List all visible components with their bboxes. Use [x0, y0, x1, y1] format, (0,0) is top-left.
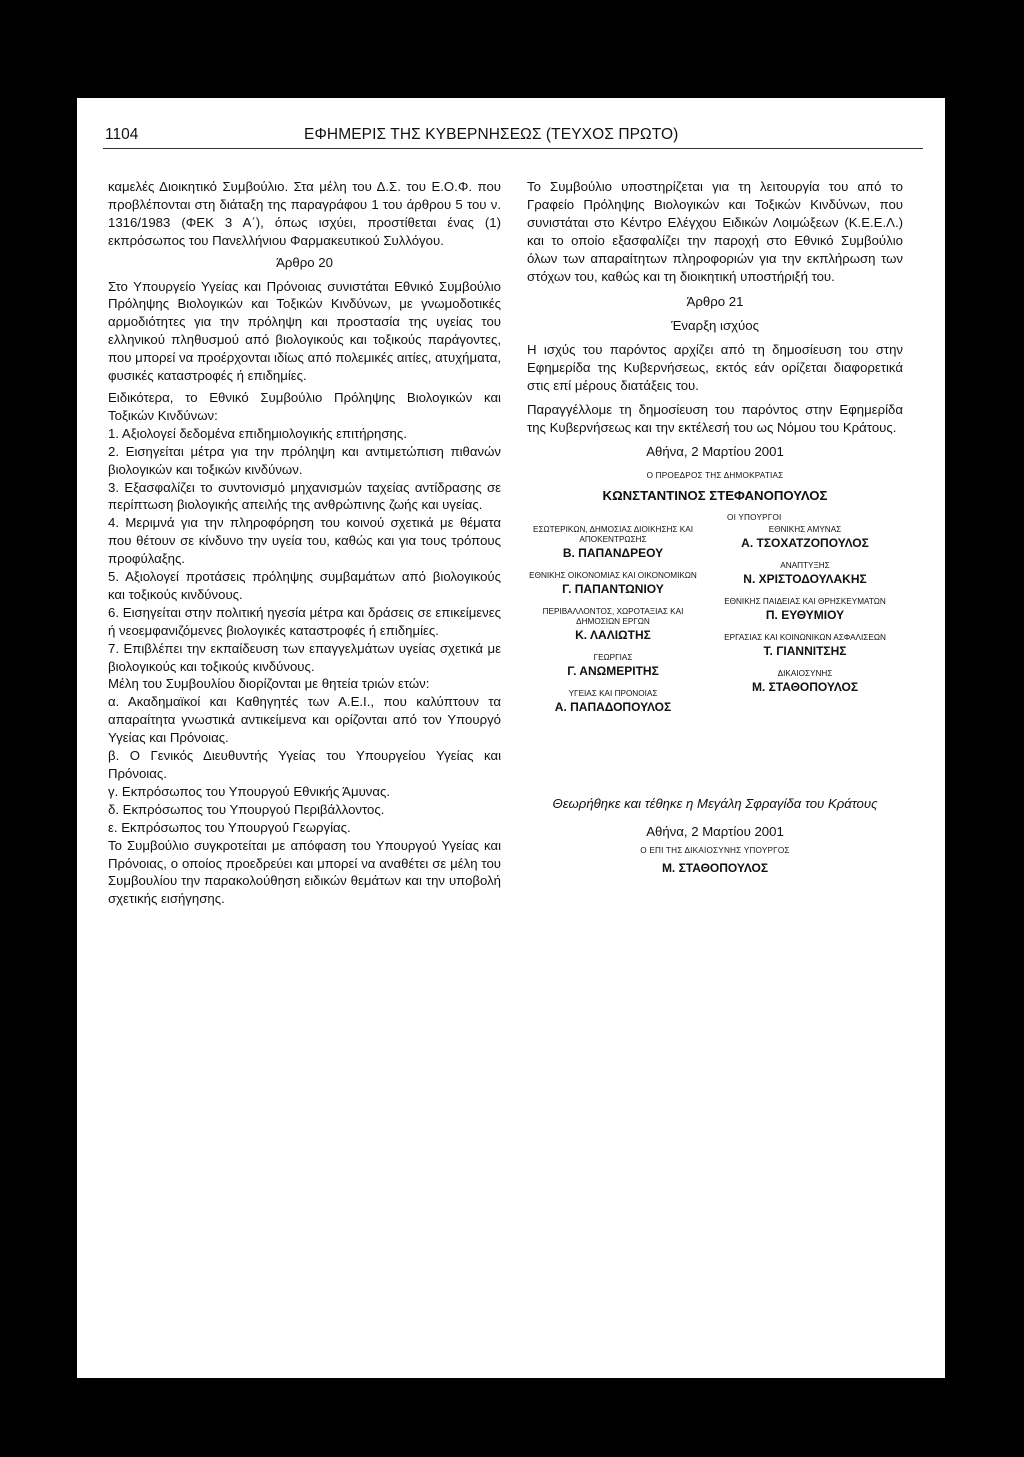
article-21-title: Άρθρο 21 — [686, 294, 744, 310]
minister-signature — [527, 653, 699, 679]
minister-signature — [527, 607, 699, 643]
minister-title: ΠΕΡΙΒΑΛΛΟΝΤΟΣ, ΧΩΡΟΤΑΞΙΑΣ ΚΑΙ ΔΗΜΟΣΙΩΝ ΕΡΓΩΝ — [542, 606, 684, 626]
minister-name: Κ. ΛΑΛΙΩΤΗΣ — [575, 627, 651, 642]
minister-title: ΓΕΩΡΓΙΑΣ — [593, 652, 633, 662]
member-g: γ. Εκπρόσωπος του Υπουργού Εθνικής Άμυνας. — [108, 783, 391, 799]
minister-name: Ν. ΧΡΙΣΤΟΔΟΥΛΑΚΗΣ — [743, 571, 867, 586]
minister-title: ΥΓΕΙΑΣ ΚΑΙ ΠΡΟΝΟΙΑΣ — [568, 688, 658, 698]
intro-paragraph: καμελές Διοικητικό Συμβούλιο. Στα μέλη του Δ.Σ. του Ε.Ο.Φ. που προβλέπονται στη διάταξη της παραγράφου 1 του άρθρου 5 του ν. 1316/1983 (ΦΕΚ 3 Α΄), όπως ισχύει, προστίθεται ένας (1) εκπρόσωπος του Πανελλήνιου Φαρμακευτικού Συλλόγου. — [108, 179, 501, 248]
minister-signature — [527, 689, 699, 715]
support-paragraph: Το Συμβούλιο υποστηρίζεται για τη λειτουργία του από το Γραφείο Πρόληψης Βιολογικών και Τοξικών Κινδύνων, που συνιστάται στο Κέντρο Ελέγχου Ειδικών Λοιμώξεων (Κ.Ε.Ε.Λ.) και το οποίο εξασφαλίζει την παροχή στο Εθνικό Συμβούλιο όλων των απαραίτητων πληροφοριών για την εκπλήρωση των στόχων του, καθώς και τη διοικητική υποστήριξή του. — [527, 179, 903, 284]
list-item-1: 1. Αξιολογεί δεδομένα επιδημιολογικής επιτήρησης. — [108, 425, 407, 441]
justice-minister-title: Ο ΕΠΙ ΤΗΣ ΔΙΚΑΙΟΣΥΝΗΣ ΥΠΟΥΡΓΟΣ — [640, 846, 790, 856]
minister-name: Τ. ΓΙΑΝΝΙΤΣΗΣ — [763, 643, 847, 658]
minister-name: Α. ΤΣΟΧΑΤΖΟΠΟΥΛΟΣ — [741, 535, 869, 550]
minister-title: ΕΣΩΤΕΡΙΚΩΝ, ΔΗΜΟΣΙΑΣ ΔΙΟΙΚΗΣΗΣ ΚΑΙ ΑΠΟΚΕΝΤΡΩΣΗΣ — [533, 524, 693, 544]
minister-title: ΕΡΓΑΣΙΑΣ ΚΑΙ ΚΟΙΝΩΝΙΚΩΝ ΑΣΦΑΛΙΣΕΩΝ — [724, 632, 886, 642]
member-d: δ. Εκπρόσωπος του Υπουργού Περιβάλλοντος. — [108, 801, 385, 817]
minister-signature — [707, 633, 903, 659]
members-intro: Μέλη του Συμβουλίου διορίζονται με θητεία τριών ετών: — [108, 676, 430, 692]
minister-signature — [707, 669, 903, 695]
minister-signature — [707, 561, 903, 587]
president-title: Ο ΠΡΟΕΔΡΟΣ ΤΗΣ ΔΗΜΟΚΡΑΤΙΑΣ — [646, 470, 784, 480]
member-e: ε. Εκπρόσωπος του Υπουργού Γεωργίας. — [108, 819, 351, 835]
list-item-7: 7. Επιβλέπει την εκπαίδευση των επαγγελμάτων υγείας σχετικά με βιολογικούς και τοξικούς κινδύνους. — [108, 640, 501, 674]
minister-signature — [527, 571, 699, 597]
seal-statement: Θεωρήθηκε και τέθηκε η Μεγάλη Σφραγίδα του Κράτους — [552, 795, 878, 811]
article-20-paragraph-1: Στο Υπουργείο Υγείας και Πρόνοιας συνιστάται Εθνικό Συμβούλιο Πρόληψης Βιολογικών και Τοξικών Κινδύνων, με γνωμοδοτικές αρμοδιότητες για την πρόληψη και προστασία της υγείας του ελληνικού πληθυσμού από βιολογικούς και τοξικούς παράγοντες, που μπορεί να προέρχονται ιδίως από πολεμικές αιτίες, ατυχήματα, φυσικές καταστροφές ή επιδημίες. — [108, 278, 501, 384]
member-a: α. Ακαδημαϊκοί και Καθηγητές των Α.Ε.Ι., που καλύπτουν τα απαραίτητα γνωστικά αντικείμενα και ορίζονται από τον Υπουργό Υγείας και Πρόνοιας. — [108, 694, 501, 746]
minister-signature — [707, 525, 903, 551]
list-item-6: 6. Εισηγείται στην πολιτική ηγεσία μέτρα και δράσεις σε επικείμενες ή νεοεμφανιζόμενες βιολογικές καταστροφές ή επιδημίες. — [108, 604, 501, 638]
council-formation-paragraph: Το Συμβούλιο συγκροτείται με απόφαση του Υπουργού Υγείας και Πρόνοιας, ο οποίος προεδρεύει και μπορεί να αναθέτει σε μέλη του Συμβουλίου την παρακολούθηση ειδικών θεμάτων και την υποβολή σχετικής εισήγησης. — [108, 837, 501, 907]
ministers-left-column — [527, 525, 699, 725]
minister-name: Γ. ΑΝΩΜΕΡΙΤΗΣ — [567, 663, 659, 678]
minister-name: Β. ΠΑΠΑΝΔΡΕΟΥ — [562, 545, 664, 560]
gazette-page — [77, 98, 945, 1378]
minister-title: ΕΘΝΙΚΗΣ ΑΜΥΝΑΣ — [768, 524, 842, 534]
minister-title: ΑΝΑΠΤΥΞΗΣ — [780, 560, 830, 570]
publication-order: Παραγγέλλομε τη δημοσίευση του παρόντος στην Εφημερίδα της Κυβερνήσεως και την εκτέλεσή του ως Νόμου του Κράτους. — [527, 401, 903, 435]
minister-name: Μ. ΣΤΑΘΟΠΟΥΛΟΣ — [751, 679, 859, 694]
member-b: β. Ο Γενικός Διευθυντής Υγείας του Υπουργείου Υγείας και Πρόνοιας. — [108, 748, 501, 781]
right-column — [527, 178, 903, 878]
minister-name: Π. ΕΥΘΥΜΙΟΥ — [765, 607, 845, 622]
minister-title: ΔΙΚΑΙΟΣΥΝΗΣ — [777, 668, 833, 678]
place-date-2: Αθήνα, 2 Μαρτίου 2001 — [646, 823, 784, 839]
article-20-title: Άρθρο 20 — [276, 254, 333, 270]
gazette-title: ΕΦΗΜΕΡΙΣ ΤΗΣ ΚΥΒΕΡΝΗΣΕΩΣ (ΤΕΥΧΟΣ ΠΡΩΤΟ) — [304, 126, 679, 143]
left-column — [108, 178, 501, 908]
president-name: ΚΩΝΣΤΑΝΤΙΝΟΣ ΣΤΕΦΑΝΟΠΟΥΛΟΣ — [602, 487, 828, 503]
justice-minister-name: Μ. ΣΤΑΘΟΠΟΥΛΟΣ — [661, 861, 769, 876]
ministers-label: ΟΙ ΥΠΟΥΡΓΟΙ — [727, 512, 782, 522]
minister-title: ΕΘΝΙΚΗΣ ΠΑΙΔΕΙΑΣ ΚΑΙ ΘΡΗΣΚΕΥΜΑΤΩΝ — [724, 596, 886, 606]
minister-name: Γ. ΠΑΠΑΝΤΩΝΙΟΥ — [562, 581, 664, 596]
minister-signature — [707, 597, 903, 623]
article-20-paragraph-2: Ειδικότερα, το Εθνικό Συμβούλιο Πρόληψης Βιολογικών και Τοξικών Κινδύνων: — [108, 389, 501, 423]
header-rule — [103, 148, 923, 149]
ministers-signatures — [527, 525, 903, 765]
list-item-2: 2. Εισηγείται μέτρα για την πρόληψη και αντιμετώπιση πιθανών βιολογικών και τοξικών κινδύνων. — [108, 443, 501, 477]
minister-signature — [527, 525, 699, 561]
list-item-4: 4. Μεριμνά για την πληροφόρηση του κοινού σχετικά με θέματα που θέτουν σε κίνδυνο την υγεία του, καθώς και για τους τρόπους προφύλαξης. — [108, 515, 501, 567]
article-21-subtitle: Έναρξη ισχύος — [671, 318, 759, 334]
minister-name: Α. ΠΑΠΑΔΟΠΟΥΛΟΣ — [554, 699, 672, 714]
place-date: Αθήνα, 2 Μαρτίου 2001 — [646, 443, 784, 459]
ministers-right-column — [707, 525, 903, 705]
article-21-paragraph: Η ισχύς του παρόντος αρχίζει από τη δημοσίευση του στην Εφημερίδα της Κυβερνήσεως, εκτός εάν ορίζεται διαφορετικά στις επί μέρους διατάξεις του. — [527, 342, 903, 394]
page-number: 1104 — [105, 126, 139, 143]
page-header — [103, 126, 923, 148]
list-item-3: 3. Εξασφαλίζει το συντονισμό μηχανισμών ταχείας αντίδρασης σε περίπτωση βιολογικής απειλής της ανθρώπινης ζωής και υγείας. — [108, 479, 501, 513]
list-item-5: 5. Αξιολογεί προτάσεις πρόληψης συμβαμάτων από βιολογικούς και τοξικούς κινδύνους. — [108, 569, 501, 602]
minister-title: ΕΘΝΙΚΗΣ ΟΙΚΟΝΟΜΙΑΣ ΚΑΙ ΟΙΚΟΝΟΜΙΚΩΝ — [529, 570, 697, 580]
